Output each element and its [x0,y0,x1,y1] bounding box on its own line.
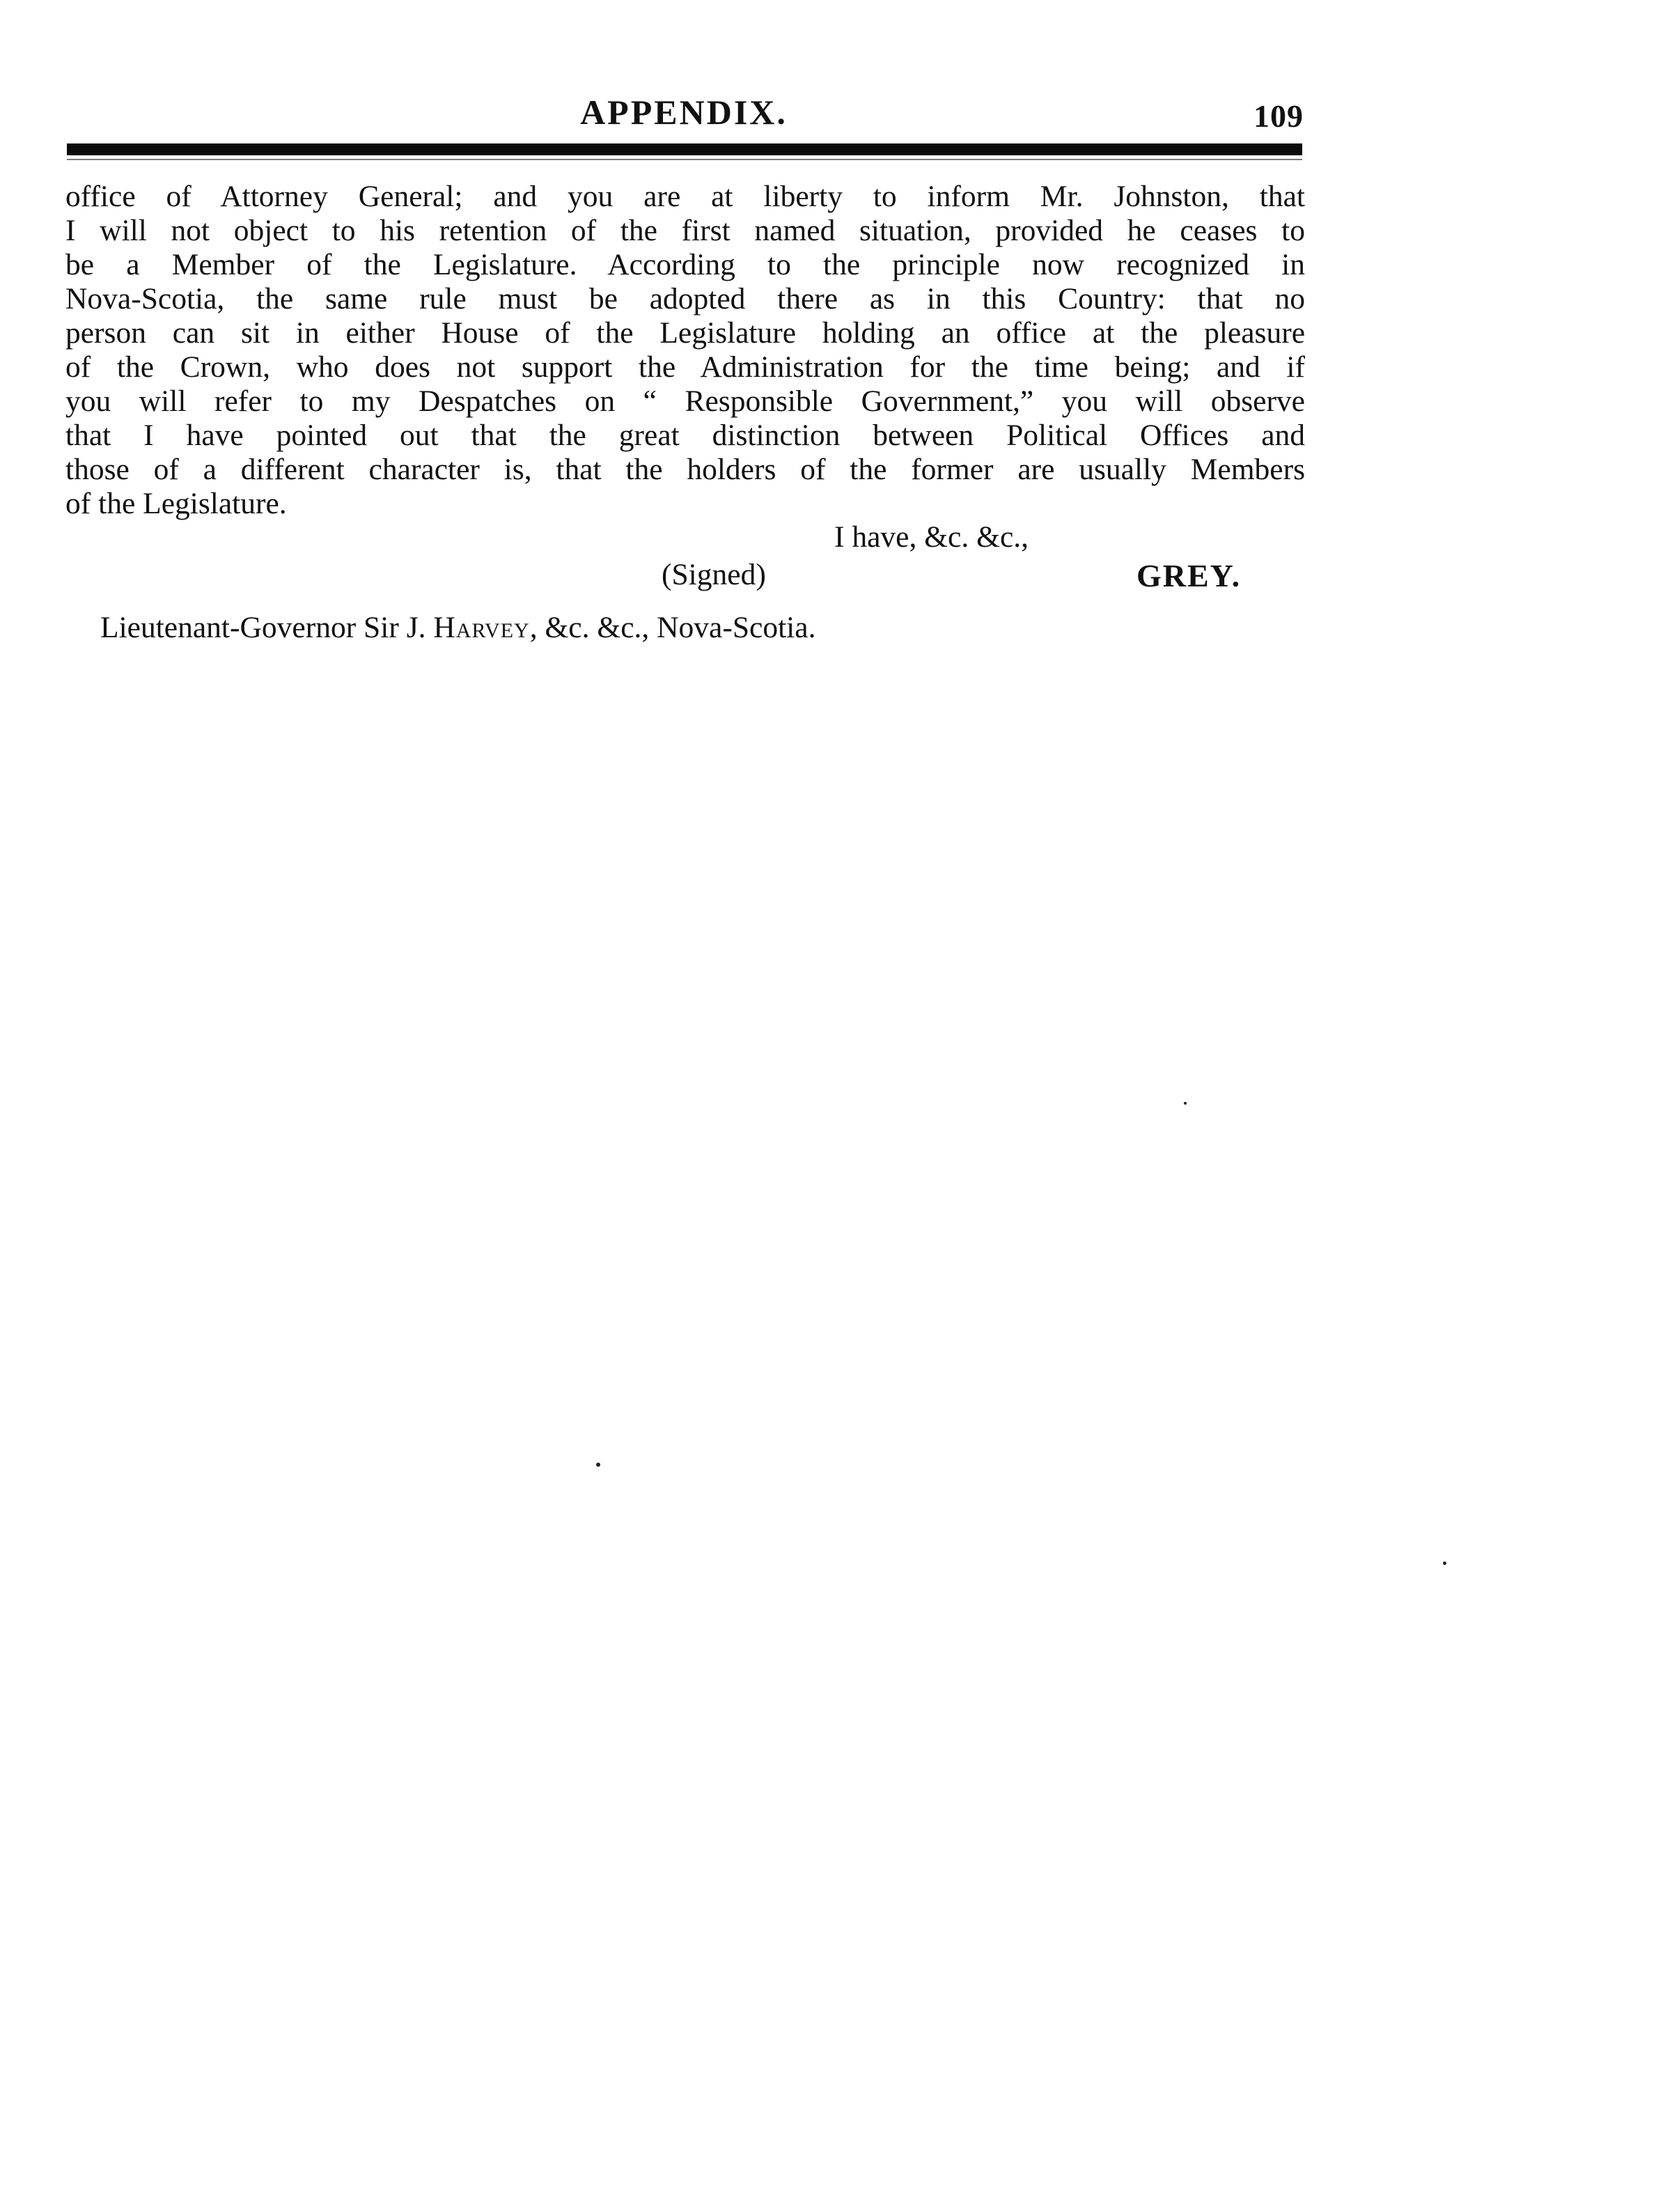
running-head [64,82,1304,138]
body-line: Nova-Scotia, the same rule must be adopted there as in this Country: that no [65,282,1305,316]
body-paragraph [65,180,1305,521]
body-line: of the Legislature. [65,487,287,520]
print-speck [1443,1561,1446,1565]
addressee-suffix: , &c. &c., Nova-Scotia. [529,611,816,644]
body-line: I will not object to his retention of the first named situation, provided he ceases to [65,214,1305,247]
body-line: office of Attorney General; and you are at liberty to inform Mr. Johnston, that [65,180,1305,213]
header-rule [67,143,1302,155]
addressee-name: Harvey [433,611,530,644]
signature: GREY. [1136,558,1242,593]
closing-salutation: I have, &c. &c., [834,520,1029,554]
body-line: those of a different character is, that the holders of the former are usually Members [65,453,1305,486]
body-line: that I have pointed out that the great distinction between Political Offices and [65,419,1305,452]
body-line: be a Member of the Legislature. According to the principle now recognized in [65,248,1305,281]
running-title: APPENDIX. [580,93,788,132]
body-line: person can sit in either House of the Legislature holding an office at the pleasure [65,316,1305,350]
body-line: you will refer to my Despatches on “ Responsible Government,” you will observe [65,384,1305,418]
addressee-line [100,610,815,645]
print-speck [596,1463,600,1467]
print-speck [1184,1102,1187,1105]
header-rule-thin [67,159,1302,160]
signed-label: (Signed) [662,558,766,591]
page-number: 109 [1253,98,1304,134]
body-line: of the Crown, who does not support the Administration for the time being; and if [65,350,1305,384]
addressee-prefix: Lieutenant-Governor Sir J. [100,611,434,644]
